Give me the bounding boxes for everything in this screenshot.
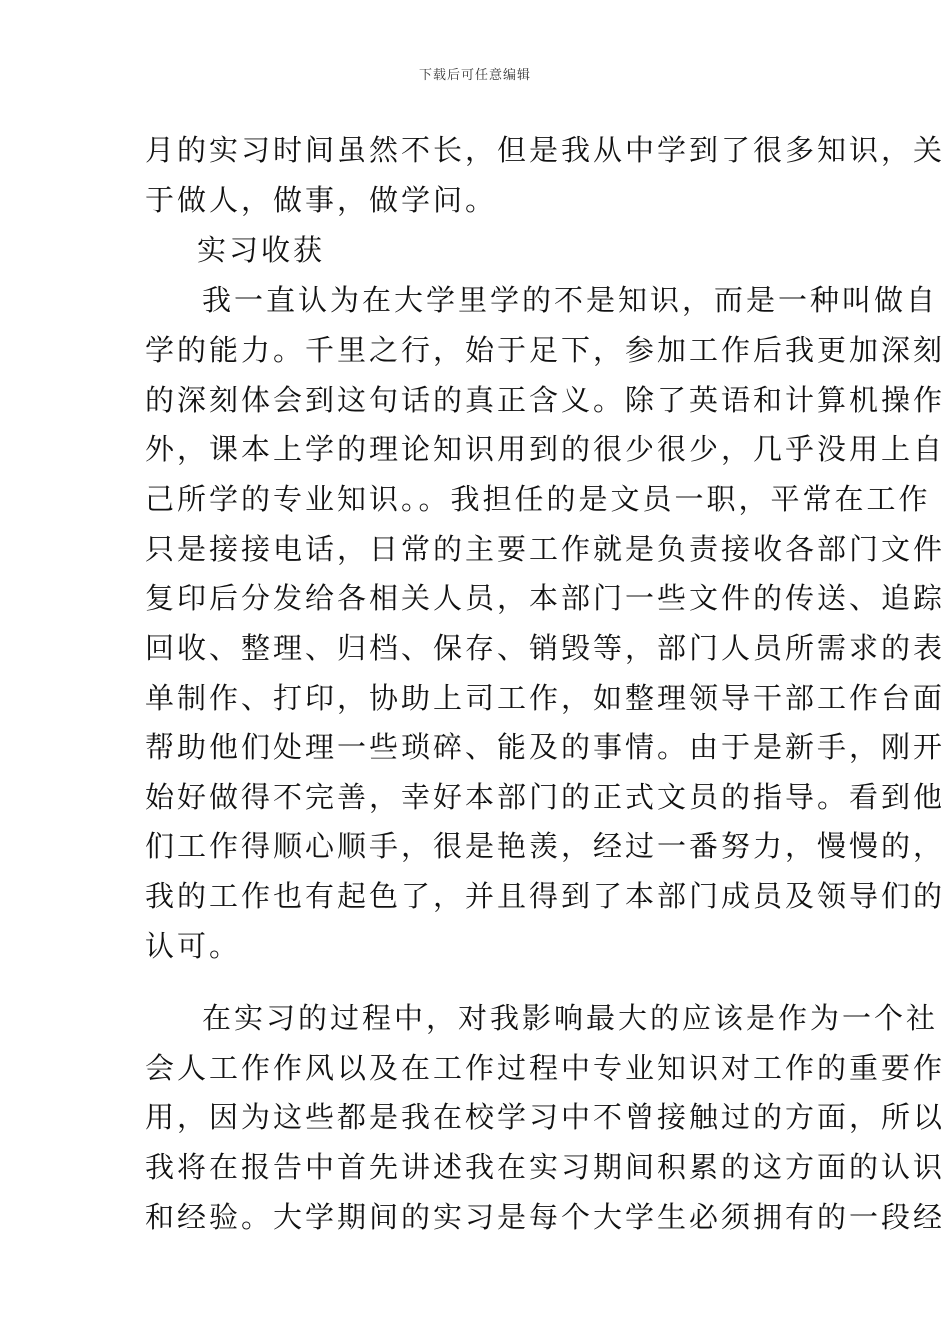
body-line: 用，因为这些都是我在校学习中不曾接触过的方面，所以 <box>145 1100 946 1134</box>
body-line: 回收、整理、归档、保存、销毁等，部门人员所需求的表 <box>145 631 946 665</box>
body-line: 我一直认为在大学里学的不是知识，而是一种叫做自 <box>170 283 939 317</box>
body-line: 复印后分发给各相关人员，本部门一些文件的传送、追踪 <box>145 581 946 615</box>
body-line: 会人工作作风以及在工作过程中专业知识对工作的重要作 <box>145 1051 946 1085</box>
body-line: 单制作、打印，协助上司工作，如整理领导干部工作台面 <box>145 681 946 715</box>
body-line: 始好做得不完善，幸好本部门的正式文员的指导。看到他 <box>145 780 946 814</box>
body-line: 们工作得顺心顺手，很是艳羡，经过一番努力，慢慢的， <box>145 829 946 863</box>
body-line: 帮助他们处理一些琐碎、能及的事情。由于是新手，刚开 <box>145 730 946 764</box>
body-line: 我将在报告中首先讲述我在实习期间积累的这方面的认识 <box>145 1150 946 1184</box>
header-note: 下载后可任意编辑 <box>418 68 531 83</box>
body-line: 我的工作也有起色了，并且得到了本部门成员及领导们的 <box>145 879 946 913</box>
section-heading: 实习收获 <box>165 233 326 267</box>
body-line: 于做人，做事，做学问。 <box>145 183 498 217</box>
body-line: 在实习的过程中，对我影响最大的应该是作为一个社 <box>170 1001 939 1035</box>
body-line: 认可。 <box>145 929 242 963</box>
body-line: 学的能力。千里之行，始于足下，参加工作后我更加深刻 <box>145 333 946 367</box>
body-line: 己所学的专业知识。。我担任的是文员一职，平常在工作 <box>145 482 931 516</box>
body-line: 和经验。大学期间的实习是每个大学生必须拥有的一段经 <box>145 1200 946 1234</box>
body-line: 外，课本上学的理论知识用到的很少很少，几乎没用上自 <box>145 432 946 466</box>
body-line: 只是接接电话，日常的主要工作就是负责接收各部门文件 <box>145 532 946 566</box>
body-line: 的深刻体会到这句话的真正含义。除了英语和计算机操作 <box>145 383 946 417</box>
body-line: 月的实习时间虽然不长，但是我从中学到了很多知识，关 <box>145 133 946 167</box>
